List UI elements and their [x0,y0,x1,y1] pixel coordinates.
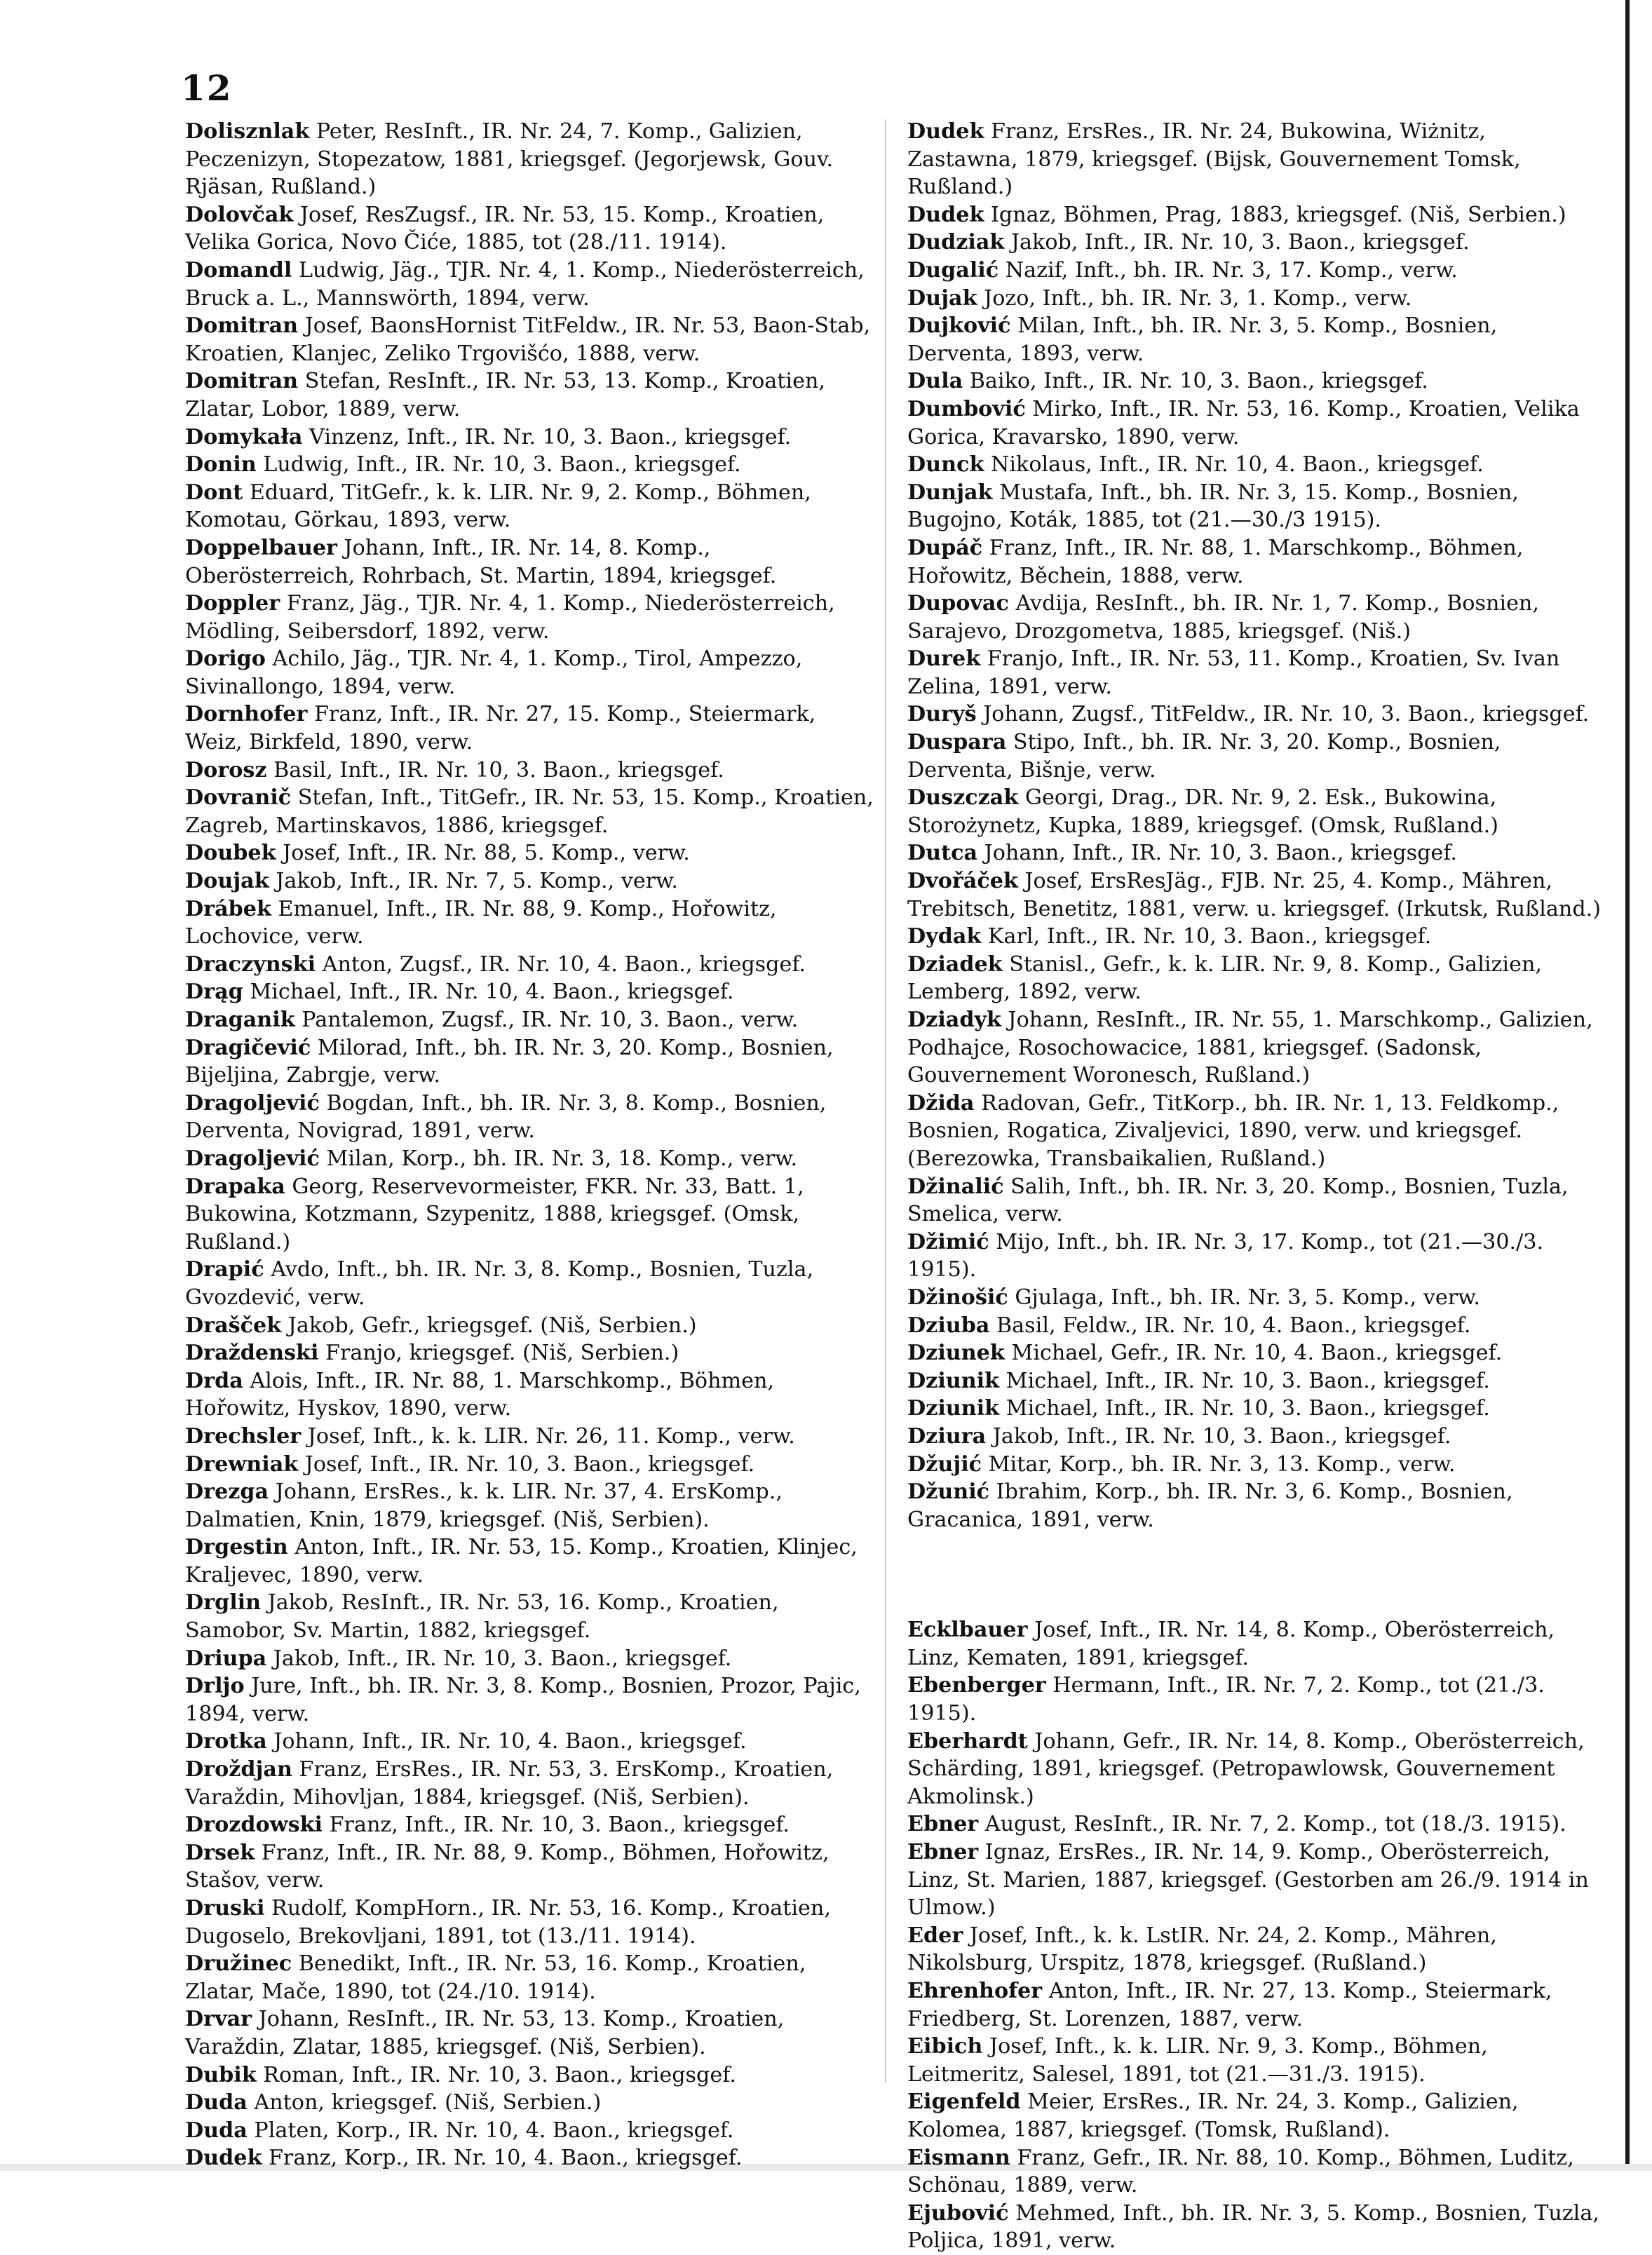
entry-surname: Dupovac [907,591,1009,616]
entry-details: Franz, Inft., IR. Nr. 27, 15. Komp., Steiermark, Weiz, Birkfeld, 1890, verw. [185,702,816,755]
entry-details: Ibrahim, Korp., bh. IR. Nr. 3, 6. Komp., Bosnien, Gracanica, 1891, verw. [907,1479,1513,1532]
entry-details: Mirko, Inft., IR. Nr. 53, 16. Komp., Kroatien, Velika Gorica, Kravarsko, 1890, verw. [907,396,1580,449]
entry-details: Meier, ErsRes., IR. Nr. 24, 3. Komp., Galizien, Kolomea, 1887, kriegsgef. (Tomsk, Rußland). [907,2090,1519,2142]
entry-surname: Draganik [185,1008,295,1032]
entry-surname: Draždenski [185,1341,319,1366]
list-entry [185,1672,879,1728]
list-entry [185,1423,879,1451]
list-entry [907,1838,1602,1922]
right-column [907,118,1602,2255]
entry-surname: Dujković [907,313,1011,339]
entry-surname: Eigenfeld [907,2090,1021,2115]
entry-surname: Eder [907,1923,963,1948]
entry-details: Baiko, Inft., IR. Nr. 10, 3. Baon., kriegsgef. [963,369,1428,394]
entry-surname: Ebenberger [907,1673,1046,1698]
entry-surname: Drapić [185,1257,264,1282]
list-entry [907,1423,1602,1451]
list-entry [185,839,879,867]
entry-details: Josef, Inft., IR. Nr. 88, 5. Komp., verw. [276,841,690,866]
entry-details: Bogdan, Inft., bh. IR. Nr. 3, 8. Komp., Bosnien, Derventa, Novigrad, 1891, verw. [185,1090,827,1144]
list-entry [907,534,1602,590]
entry-surname: Domykała [185,424,303,449]
entry-details: Mitar, Korp., bh. IR. Nr. 3, 13. Komp., verw. [982,1451,1456,1477]
list-entry [185,1533,879,1589]
list-entry [907,2088,1602,2144]
entry-details: Franz, Korp., IR. Nr. 10, 4. Baon., kriegsgef. [262,2146,743,2171]
entry-surname: Dvořáček [907,869,1018,894]
entry-details: Johann, Inft., IR. Nr. 10, 4. Baon., kriegsgef. [266,1729,747,1754]
list-entry [907,229,1602,257]
right-column-e-entries [907,1616,1602,2255]
list-entry [185,479,879,534]
list-entry [185,1312,879,1340]
left-column [185,118,879,2172]
entry-surname: Dudziak [907,230,1005,255]
entry-surname: Eismann [907,2145,1010,2170]
list-entry [185,1756,879,1811]
list-entry [907,2144,1602,2200]
list-entry [185,1090,879,1145]
list-entry [185,257,879,312]
list-entry [185,1811,879,1839]
column-divider [885,119,886,2083]
entry-surname: Dornhofer [185,702,308,727]
entry-surname: Dziunik [907,1396,1000,1421]
entry-details: Platen, Korp., IR. Nr. 10, 4. Baon., kriegsgef. [247,2118,734,2143]
entry-details: Jakob, ResInft., IR. Nr. 53, 16. Komp., Kroatien, Samobor, Sv. Martin, 1882, kriegsgef. [185,1590,779,1644]
list-entry [907,1090,1602,1173]
list-entry [185,1645,879,1673]
entry-details: Rudolf, KompHorn., IR. Nr. 53, 16. Komp., Kroatien, Dugoselo, Brekovljani, 1891, tot (13./11. 1914). [185,1896,831,1949]
entry-details: Jure, Inft., bh. IR. Nr. 3, 8. Komp., Bosnien, Prozor, Pajic, 1894, verw. [185,1674,861,1726]
list-entry [907,784,1602,839]
entry-details: Jakob, Inft., IR. Nr. 7, 5. Komp., verw. [269,869,679,894]
list-entry [907,1312,1602,1340]
entry-surname: Dolovčak [185,202,294,227]
entry-surname: Drsek [185,1840,255,1865]
entry-surname: Dragoljević [185,1090,320,1116]
entry-surname: Drewniak [185,1451,299,1477]
list-entry [185,312,879,367]
entry-surname: Ecklbauer [907,1618,1028,1643]
list-entry [907,2033,1602,2088]
entry-details: Achilo, Jäg., TJR. Nr. 4, 1. Komp., Tirol, Ampezzo, Sivinallongo, 1894, verw. [185,646,803,699]
entry-surname: Dolisznlak [185,119,310,144]
entry-surname: Dutca [907,841,978,866]
list-entry [185,978,879,1006]
entry-details: Franz, ErsRes., IR. Nr. 24, Bukowina, Wiżnitz, Zastawna, 1879, kriegsgef. (Bijsk, Gouvernement Tomsk, Rußland.) [907,119,1521,200]
list-entry [907,1478,1602,1533]
entry-surname: Dziuba [907,1313,990,1338]
entry-surname: Džida [907,1090,975,1116]
entry-details: Anton, Inft., IR. Nr. 27, 13. Komp., Steiermark, Friedberg, St. Lorenzen, 1887, verw. [907,1979,1552,2031]
entry-details: Jakob, Inft., IR. Nr. 10, 3. Baon., kriegsgef. [266,1646,732,1671]
entry-surname: Duda [185,2090,248,2115]
list-entry [907,1451,1602,1479]
list-entry [907,590,1602,645]
list-entry [185,867,879,895]
list-entry [185,951,879,979]
entry-details: Jakob, Inft., IR. Nr. 10, 3. Baon., kriegsgef. [1004,230,1470,255]
entry-surname: Dorigo [185,646,266,672]
entry-details: Nikolaus, Inft., IR. Nr. 10, 4. Baon., kriegsgef. [984,452,1484,478]
entry-details: Josef, Inft., k. k. LstIR. Nr. 24, 2. Komp., Mähren, Nikolsburg, Urspitz, 1878, kriegsgef. (Rußland.) [907,1923,1497,1976]
entry-surname: Donin [185,452,257,478]
entry-details: Josef, BaonsHornist TitFeldw., IR. Nr. 53, Baon-Stab, Kroatien, Klanjec, Zeliko Trgovišćo, 1888, verw. [185,313,871,366]
entry-details: Michael, Inft., IR. Nr. 10, 3. Baon., kriegsgef. [999,1368,1490,1393]
list-entry [185,367,879,423]
list-entry [907,1367,1602,1395]
list-entry [907,1616,1602,1672]
entry-details: Basil, Inft., IR. Nr. 10, 3. Baon., kriegsgef. [266,757,724,783]
list-entry [907,839,1602,867]
entry-surname: Doujak [185,869,269,894]
list-entry [185,700,879,756]
list-entry [185,201,879,257]
entry-details: Milan, Korp., bh. IR. Nr. 3, 18. Komp., verw. [319,1146,798,1171]
entry-details: Franjo, kriegsgef. (Niš, Serbien.) [318,1341,679,1366]
entry-details: Stanisl., Gefr., k. k. LIR. Nr. 9, 8. Komp., Galizien, Lemberg, 1892, verw. [907,952,1542,1005]
entry-surname: Dziadyk [907,1008,1001,1032]
entry-details: Josef, Inft., k. k. LIR. Nr. 26, 11. Komp., verw. [301,1423,795,1449]
list-entry [907,1228,1602,1284]
entry-surname: Eberhardt [907,1728,1028,1754]
entry-details: Jozo, Inft., bh. IR. Nr. 3, 1. Komp., verw. [977,285,1412,311]
entry-details: Nazif, Inft., bh. IR. Nr. 3, 17. Komp., verw. [998,257,1458,283]
list-entry [907,312,1602,367]
list-entry [185,2117,879,2145]
list-entry [907,1977,1602,2033]
entry-surname: Drašček [185,1313,282,1338]
entry-surname: Doppler [185,591,280,616]
entry-details: Alois, Inft., IR. Nr. 88, 1. Marschkomp., Böhmen, Hořowitz, Hyskov, 1890, verw. [185,1368,775,1421]
entry-details: Mijo, Inft., bh. IR. Nr. 3, 17. Komp., tot (21.—30./3. 1915). [907,1229,1544,1282]
list-entry [907,867,1602,923]
list-entry [185,451,879,479]
entry-details: Benedikt, Inft., IR. Nr. 53, 16. Komp., Kroatien, Zlatar, Mače, 1890, tot (24./10. 1914). [185,1951,806,2004]
list-entry [185,1145,879,1173]
entry-surname: Eibich [907,2034,983,2059]
entry-surname: Dudek [907,119,984,144]
entry-details: Anton, kriegsgef. (Niš, Serbien.) [247,2090,602,2115]
entry-surname: Driupa [185,1646,267,1671]
entry-details: Johann, ResInft., IR. Nr. 53, 13. Komp., Kroatien, Varaždin, Zlatar, 1885, kriegsgef. (Niš, Serbien). [185,2007,785,2059]
entry-surname: Drda [185,1368,243,1393]
list-entry [185,1839,879,1895]
entry-details: Georgi, Drag., DR. Nr. 9, 2. Esk., Bukowina, Storożynetz, Kupka, 1889, kriegsgef. (Omsk, Rußland.) [907,785,1499,838]
entry-surname: Droždjan [185,1757,292,1782]
entry-surname: Dunck [907,452,984,478]
entry-surname: Durek [907,646,981,672]
entry-surname: Dorosz [185,757,267,783]
entry-surname: Dziadek [907,952,1003,977]
entry-surname: Drábek [185,896,271,921]
entry-surname: Dziura [907,1423,987,1449]
entry-details: Georg, Reservevormeister, FKR. Nr. 33, Batt. 1, Bukowina, Kotzmann, Szypenitz, 1888, kriegsgef. (Omsk, Rußland.) [185,1174,804,1254]
entry-surname: Dziunik [907,1368,1000,1393]
entry-surname: Dont [185,480,243,505]
list-entry [185,1173,879,1257]
entry-surname: Domitran [185,369,299,394]
entry-surname: Džunić [907,1479,990,1505]
list-entry [185,1339,879,1367]
entry-surname: Ebner [907,1812,979,1837]
entry-details: Johann, Gefr., IR. Nr. 14, 8. Komp., Oberösterreich, Schärding, 1891, kriegsgef. (Petropawlowsk, Gouvernement Akmolinsk.) [907,1728,1585,1809]
entry-details: Mustafa, Inft., bh. IR. Nr. 3, 15. Komp., Bosnien, Bugojno, Koták, 1885, tot (21.—30./3 1915). [907,480,1519,533]
list-entry [907,700,1602,729]
list-entry [185,118,879,201]
list-entry [907,1672,1602,1727]
list-entry [907,1395,1602,1423]
entry-details: Stipo, Inft., bh. IR. Nr. 3, 20. Komp., Bosnien, Derventa, Bišnje, verw. [907,730,1501,783]
list-entry [185,2144,879,2172]
entry-surname: Doppelbauer [185,535,337,560]
section-gap [907,1533,1602,1616]
entry-surname: Drgestin [185,1535,288,1560]
entry-surname: Drotka [185,1729,267,1754]
page-edge-right [1625,0,1630,2171]
entry-details: Salih, Inft., bh. IR. Nr. 3, 20. Komp., Bosnien, Tuzla, Smelica, verw. [907,1174,1569,1227]
entry-surname: Dydak [907,924,982,949]
entry-surname: Duda [185,2118,248,2143]
list-entry [907,285,1602,313]
entry-details: Stefan, Inft., TitGefr., IR. Nr. 53, 15. Komp., Kroatien, Zagreb, Martinskavos, 1886, kriegsgef. [185,785,874,838]
entry-details: Johann, Inft., IR. Nr. 10, 3. Baon., kriegsgef. [977,841,1457,866]
entry-details: Josef, Inft., IR. Nr. 14, 8. Komp., Oberösterreich, Linz, Kematen, 1891, kriegsgef. [907,1618,1555,1670]
entry-details: Franjo, Inft., IR. Nr. 53, 11. Komp., Kroatien, Sv. Ivan Zelina, 1891, verw. [907,646,1560,699]
entry-surname: Dumbović [907,396,1026,421]
entry-details: Jakob, Gefr., kriegsgef. (Niš, Serbien.) [281,1313,697,1338]
list-entry [907,951,1602,1006]
entry-details: Franz, Inft., IR. Nr. 88, 9. Komp., Böhmen, Hořowitz, Stašov, verw. [185,1840,830,1893]
entry-surname: Dubik [185,2062,257,2087]
list-entry [907,1173,1602,1228]
list-entry [907,923,1602,951]
entry-details: Anton, Inft., IR. Nr. 53, 15. Komp., Kroatien, Klinjec, Kraljevec, 1890, verw. [185,1535,858,1587]
entry-surname: Dovranič [185,785,292,811]
entry-details: Roman, Inft., IR. Nr. 10, 3. Baon., kriegsgef. [256,2062,736,2087]
entry-surname: Ebner [907,1840,979,1865]
list-entry [907,1922,1602,1977]
list-entry [907,1339,1602,1367]
entry-surname: Ejubović [907,2200,1009,2226]
entry-surname: Ehrenhofer [907,1979,1043,2003]
entry-details: Avdija, ResInft., bh. IR. Nr. 1, 7. Komp., Bosnien, Sarajevo, Drozgometva, 1885, kriegsgef. (Niš.) [907,591,1539,644]
entry-details: Eduard, TitGefr., k. k. LIR. Nr. 9, 2. Komp., Böhmen, Komotau, Görkau, 1893, verw. [185,480,811,533]
entry-surname: Družinec [185,1951,292,1977]
list-entry [907,645,1602,700]
entry-details: Josef, Inft., IR. Nr. 10, 3. Baon., kriegsgef. [298,1451,755,1477]
list-entry [185,1950,879,2005]
entry-details: Vinzenz, Inft., IR. Nr. 10, 3. Baon., kriegsgef. [302,424,792,449]
entry-surname: Drozdowski [185,1813,323,1838]
entry-details: Ludwig, Inft., IR. Nr. 10, 3. Baon., kriegsgef. [256,452,741,478]
list-entry [185,1895,879,1950]
entry-details: Franz, Gefr., IR. Nr. 88, 10. Komp., Böhmen, Luditz, Schönau, 1889, verw. [907,2145,1574,2198]
entry-surname: Dugalić [907,257,999,283]
entry-surname: Dragičević [185,1035,311,1060]
entry-details: Mehmed, Inft., bh. IR. Nr. 3, 5. Komp., Bosnien, Tuzla, Poljica, 1891, verw. [907,2200,1599,2254]
entry-details: Johann, ErsRes., k. k. LIR. Nr. 37, 4. ErsKomp., Dalmatien, Knin, 1879, kriegsgef. (Niš, Serbien). [185,1479,783,1532]
list-entry [185,2061,879,2090]
right-column-d-entries [907,118,1602,1533]
entry-details: Franz, ErsRes., IR. Nr. 53, 3. ErsKomp., Kroatien, Varaždin, Mihovljan, 1884, kriegsgef. (Niš, Serbien). [185,1757,834,1810]
entry-details: Franz, Jäg., TJR. Nr. 4, 1. Komp., Niederösterreich, Mödling, Seibersdorf, 1892, verw. [185,591,835,644]
list-entry [185,645,879,700]
list-entry [907,1006,1602,1090]
list-entry [185,1006,879,1034]
list-entry [185,1589,879,1644]
entry-surname: Draczynski [185,952,316,977]
list-entry [907,257,1602,285]
list-entry [907,451,1602,479]
list-entry [185,1451,879,1479]
list-entry [907,1728,1602,1811]
entry-details: Gjulaga, Inft., bh. IR. Nr. 3, 5. Komp., verw. [1008,1285,1481,1310]
list-entry [907,1284,1602,1312]
entry-details: Franz, Inft., IR. Nr. 10, 3. Baon., kriegsgef. [322,1813,790,1838]
entry-surname: Dudek [907,202,984,227]
list-entry [185,895,879,951]
entry-surname: Džujić [907,1451,982,1477]
entry-surname: Domandl [185,257,292,283]
list-entry [185,784,879,839]
list-entry [185,2005,879,2061]
entry-surname: Dula [907,369,963,394]
list-entry [185,534,879,590]
entry-details: Johann, ResInft., IR. Nr. 55, 1. Marschkomp., Galizien, Podhajce, Rosochowacice, 1881, kriegsgef. (Sadonsk, Gouvernement Woronesch, Rußland.) [907,1008,1593,1088]
entry-details: Basil, Feldw., IR. Nr. 10, 4. Baon., kriegsgef. [989,1313,1471,1338]
entry-surname: Drezga [185,1479,269,1505]
entry-details: Emanuel, Inft., IR. Nr. 88, 9. Komp., Hořowitz, Lochovice, verw. [185,896,777,949]
entry-details: Johann, Zugsf., TitFeldw., IR. Nr. 10, 3. Baon., kriegsgef. [976,702,1590,727]
entry-surname: Doubek [185,841,276,866]
entry-details: Pantalemon, Zugsf., IR. Nr. 10, 3. Baon., verw. [294,1008,799,1032]
entry-surname: Drvar [185,2007,252,2032]
list-entry [907,395,1602,451]
list-entry [185,1256,879,1311]
list-entry [185,757,879,785]
list-entry [185,424,879,452]
list-entry [185,590,879,645]
list-entry [185,2089,879,2117]
list-entry [907,118,1602,201]
entry-details: August, ResInft., IR. Nr. 7, 2. Komp., tot (18./3. 1915). [978,1812,1566,1837]
entry-details: Johann, Inft., IR. Nr. 14, 8. Komp., Oberösterreich, Rohrbach, St. Martin, 1894, kriegsgef. [185,535,777,588]
entry-surname: Dupáč [907,535,983,560]
list-entry [185,1034,879,1090]
entry-surname: Drljo [185,1674,245,1699]
entry-surname: Duszczak [907,785,1019,811]
entry-details: Milorad, Inft., bh. IR. Nr. 3, 20. Komp., Bosnien, Bijeljina, Zabrgje, verw. [185,1035,834,1088]
entry-details: Stefan, ResInft., IR. Nr. 53, 13. Komp., Kroatien, Zlatar, Lobor, 1889, verw. [185,369,825,421]
list-entry [907,1810,1602,1838]
list-entry [185,1728,879,1756]
entry-details: Michael, Inft., IR. Nr. 10, 4. Baon., kriegsgef. [243,980,734,1005]
entry-details: Franz, Inft., IR. Nr. 88, 1. Marschkomp., Böhmen, Hořowitz, Běchein, 1888, verw. [907,535,1524,588]
entry-surname: Dujak [907,285,977,311]
entry-surname: Džinalić [907,1174,1004,1199]
entry-details: Ignaz, ErsRes., IR. Nr. 14, 9. Komp., Oberösterreich, Linz, St. Marien, 1887, kriegsgef. (Gestorben am 26./9. 1914 in Ulmow.) [907,1840,1589,1921]
list-entry [185,1478,879,1533]
entry-details: Josef, ResZugsf., IR. Nr. 53, 15. Komp., Kroatien, Velika Gorica, Novo Čiće, 1885, tot (28./11. 1914). [185,202,825,255]
entry-surname: Džinošić [907,1285,1008,1310]
entry-details: Ludwig, Jäg., TJR. Nr. 4, 1. Komp., Niederösterreich, Bruck a. L., Mannswörth, 1894, verw. [185,257,865,311]
entry-details: Avdo, Inft., bh. IR. Nr. 3, 8. Komp., Bosnien, Tuzla, Gvozdević, verw. [185,1257,814,1310]
list-entry [907,479,1602,534]
entry-surname: Drechsler [185,1423,302,1449]
entry-surname: Dunjak [907,480,993,505]
list-entry [185,1367,879,1423]
entry-surname: Dudek [185,2146,262,2171]
entry-surname: Domitran [185,313,299,339]
entry-details: Peter, ResInft., IR. Nr. 24, 7. Komp., Galizien, Peczenizyn, Stopezatow, 1881, kriegsgef. (Jegorjewsk, Gouv. Rjäsan, Rußland.) [185,119,834,200]
entry-surname: Duspara [907,730,1007,755]
entry-surname: Dragoljević [185,1146,320,1171]
entry-details: Anton, Zugsf., IR. Nr. 10, 4. Baon., kriegsgef. [316,952,806,977]
entry-surname: Drąg [185,980,243,1005]
page-number: 12 [181,67,233,109]
entry-details: Michael, Inft., IR. Nr. 10, 3. Baon., kriegsgef. [999,1396,1490,1421]
entry-details: Josef, Inft., k. k. LIR. Nr. 9, 3. Komp., Böhmen, Leitmeritz, Salesel, 1891, tot (21.—31./3. 1915). [907,2034,1488,2087]
entry-surname: Drapaka [185,1174,285,1199]
entry-details: Hermann, Inft., IR. Nr. 7, 2. Komp., tot (21./3. 1915). [907,1673,1545,1726]
list-entry [907,367,1602,395]
entry-details: Karl, Inft., IR. Nr. 10, 3. Baon., kriegsgef. [981,924,1432,949]
entry-details: Jakob, Inft., IR. Nr. 10, 3. Baon., kriegsgef. [986,1423,1451,1449]
entry-surname: Dziunek [907,1341,1005,1366]
entry-surname: Druski [185,1896,265,1921]
entry-details: Radovan, Gefr., TitKorp., bh. IR. Nr. 1, 13. Feldkomp., Bosnien, Rogatica, Zivaljevici, 1890, verw. und kriegsgef. (Berezowka, Transbaikalien, Rußland.) [907,1090,1559,1171]
list-entry [907,729,1602,784]
entry-surname: Džimić [907,1229,989,1254]
entry-details: Josef, ErsResJäg., FJB. Nr. 25, 4. Komp., Mähren, Trebitsch, Benetitz, 1881, verw. u. kriegsgef. (Irkutsk, Rußland.) [907,869,1602,921]
entry-details: Milan, Inft., bh. IR. Nr. 3, 5. Komp., Bosnien, Derventa, 1893, verw. [907,313,1498,366]
entry-surname: Duryš [907,702,977,727]
list-entry [907,201,1602,229]
entry-details: Ignaz, Böhmen, Prag, 1883, kriegsgef. (Niš, Serbien.) [984,202,1566,227]
entry-details: Michael, Gefr., IR. Nr. 10, 4. Baon., kriegsgef. [1004,1341,1503,1366]
entry-surname: Drglin [185,1590,262,1616]
list-entry [907,2200,1602,2255]
